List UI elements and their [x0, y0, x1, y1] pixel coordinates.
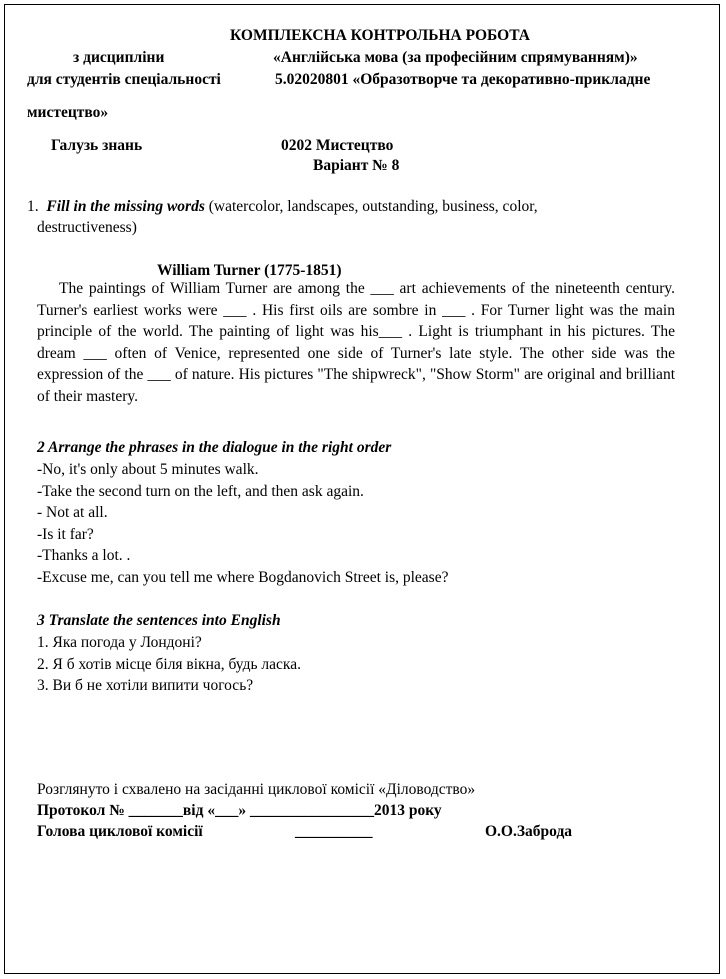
translate-sentence: 2. Я б хотів місце біля вікна, будь ласка.	[37, 655, 301, 673]
discipline-value: «Англійська мова (за професійним спрямуванням)»	[273, 49, 638, 66]
dialogue-line: -No, it's only about 5 minutes walk.	[37, 461, 259, 478]
field-label: Галузь знань	[51, 137, 143, 154]
task1-words-cont: destructiveness)	[37, 219, 137, 236]
head-label: Голова циклової комісії	[37, 823, 203, 840]
dialogue-line: -Is it far?	[37, 525, 94, 543]
task1-words: (watercolor, landscapes, outstanding, business, color,	[204, 198, 538, 215]
dialogue-line: -Take the second turn on the left, and then ask again.	[37, 482, 364, 500]
text-title: William Turner (1775-1851)	[157, 262, 342, 279]
dialogue-line: -Thanks a lot. .	[37, 547, 131, 564]
head-name: О.О.Заброда	[485, 823, 573, 840]
task1-line1	[27, 196, 538, 218]
doc-title: КОМПЛЕКСНА КОНТРОЛЬНА РОБОТА	[230, 27, 530, 44]
specialty-continuation: мистецтво»	[27, 104, 109, 121]
dialogue-list	[37, 459, 448, 588]
translate-list	[37, 632, 301, 697]
document-page	[4, 4, 720, 974]
translate-sentence: 1. Яка погода у Лондоні?	[37, 634, 202, 651]
task3-heading: 3 Translate the sentences into English	[37, 612, 281, 629]
task1-number: 1.	[27, 198, 39, 215]
protocol-line: Протокол № _______від «___» ________________2013 року	[37, 802, 442, 819]
task1-heading: Fill in the missing words	[46, 198, 205, 215]
approval-line: Розглянуто і схвалено на засіданні циклової комісії «Діловодство»	[37, 781, 476, 798]
signature-line: __________	[295, 823, 373, 840]
variant-number: Варіант № 8	[313, 157, 400, 174]
dialogue-line: - Not at all.	[37, 504, 108, 521]
task1-paragraph: The paintings of William Turner are among the ___ art achievements of the nineteenth century. Turner's earliest works were ___ . His first oils are sombre in ___ . For Turner light was the main principle of the world. The painting of light was his___ . Light is triumphant in his pictures. The dream ___ often of Venice, represented one side of Turner's late style. The other side was the expression of the ___ of nature. His pictures "The shipwreck", "Show Storm" are original and brilliant of their mastery.	[37, 280, 675, 405]
dialogue-line: -Excuse me, can you tell me where Bogdanovich Street is, please?	[37, 568, 449, 586]
task2-heading: 2 Arrange the phrases in the dialogue in the right order	[37, 439, 392, 456]
specialty-value: 5.02020801 «Образотворче та декоративно-прикладне	[275, 71, 651, 88]
discipline-label: з дисципліни	[73, 49, 165, 66]
translate-sentence: 3. Ви б не хотіли випити чогось?	[37, 677, 254, 694]
specialty-label: для студентів спеціальності	[27, 71, 221, 88]
field-value: 0202 Мистецтво	[281, 137, 394, 154]
